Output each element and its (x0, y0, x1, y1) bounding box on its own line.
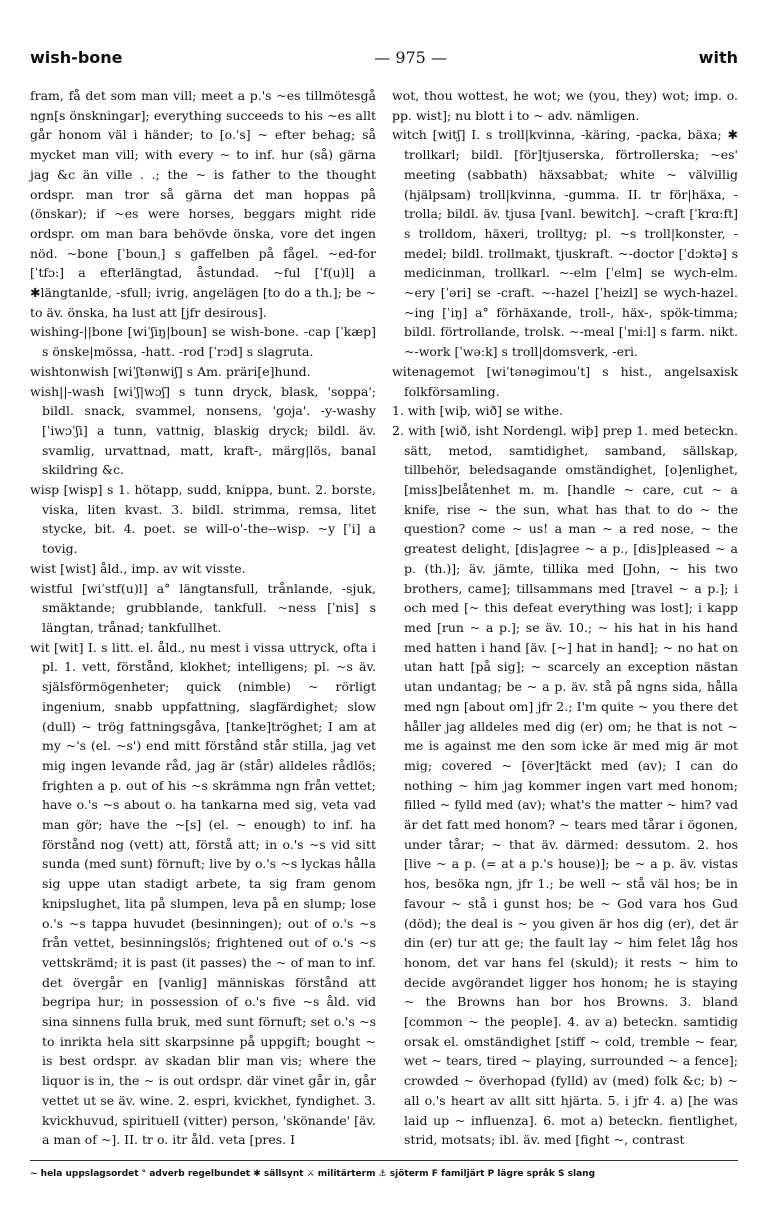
entry-paragraph: wish||-wash [wiˈʃ|wɔʃ] s tunn dryck, blask, 'soppa'; bildl. snack, svammel, nonsens, 'goja'. -y-washy [ˈiwɔˈʃi] a tunn, vattnig, blaskig dryck; bildl. äv. svamlig, urvattnad, matt, kraft-, märg|lös, banal skildring &c. (30, 383, 376, 478)
entry-paragraph: wit [wit] I. s litt. el. åld., nu mest i vissa uttryck, ofta i pl. 1. vett, förstånd, klokhet; intelligens; pl. ~s äv. själsförmögenheter; quick (nimble) ~ rörligt ingenium, snabb uppfattning, slagfärdighet; slow (dull) ~ trög fattningsgåva, [tanke]tröghet; I am at my ~'s (el. ~s') end mitt förstånd står stilla, jag vet mig ingen levande råd, jag är (står) alldeles rådlös; frighten a p. out of his ~s skrämma ngn från vettet; have o.'s ~s about o. ha tankarna med sig, veta vad man gör; have the ~[s] (el. ~ enough) to inf. ha förstånd nog (vett) att, förstå att; in o.'s ~s vid sitt sunda (med sunt) förnuft; live by o.'s ~s lyckas hålla sig uppe utan stadigt arbete, ta sig fram genom knipslughet, lita på slumpen, leva på en slump; lose o.'s ~s tappa huvudet (besinningen); out of o.'s ~s från vettet, besinningslös; frightened out of o.'s ~s vettskrämd; it is past (it passes) the ~ of man to inf. det övergår en [vanlig] människas förstånd att begripa hur; in possession of o.'s five ~s åld. vid sina sinnens fulla bruk, med sunt förnuft; set o.'s ~s to inrikta hela sitt skarpsinne på uppgift; bought ~ is best ordspr. av skadan blir man vis; where the liquor is in, the ~ is out ordspr. där vinet går in, går vettet ut se äv. wine. 2. espri, kvickhet, fyndighet. 3. kvickhuvud, spirituell (vitter) person, 'skönande' [äv. a man of ~]. II. tr o. itr åld. veta [pres. I (30, 639, 376, 1148)
right-guide-word: with (698, 48, 738, 67)
dictionary-columns (30, 86, 738, 1148)
entry-paragraph: witenagemot [wiˈtənəgimouˈt] s hist., angelsaxisk folkförsamling. (392, 363, 738, 399)
page-number: — 975 — (374, 48, 447, 67)
entry-paragraph: wistful [wiˈstf(u)l] a° längtansfull, trånlande, -sjuk, smäktande; grubblande, tankfull. ~ness [ˈnis] s längtan, trånad; tankfullhet. (30, 580, 376, 635)
entry-paragraph: 1. with [wiþ, wið] se withe. (392, 403, 563, 419)
right-column (392, 86, 738, 1148)
entry-paragraph: wot, thou wottest, he wot; we (you, they) wot; imp. o. pp. wist]; nu blott i to ~ adv. nämligen. (392, 88, 738, 123)
entry-paragraph: witch [witʃ] I. s troll|kvinna, -käring, -packa, bäxa; ✱ trollkarl; bildl. [för]tjuserska, förtrollerska; ~es' meeting (sabbath) häxsabbat; white ~ välvillig (hjälpsam) troll|kvinna, -gumma. II. tr för|häxa, -trolla; bildl. äv. tjusa [vanl. bewitch]. ~craft [ˈkrɑ:ft] s trolldom, häxeri, trolltyg; pl. ~s troll|konster, -medel; bildl. trollmakt, tjuskraft. ~-doctor [ˈdɔktə] s medicinman, trollkarl. ~-elm [ˈelm] se wych-elm. ~ery [ˈəri] se -craft. ~-hazel [ˈheizl] se wych-hazel. ~ing [ˈiŋ] a° förhäxande, troll-, häx-, spök-timma; bildl. förtrollande, trolsk. ~-meal [ˈmi:l] s farm. nikt. ~-work [ˈwə:k] s troll|domsverk, -eri. (392, 127, 738, 360)
left-guide-word: wish-bone (30, 48, 123, 67)
left-column (30, 86, 376, 1148)
entry-paragraph: 2. with [wið, isht Nordengl. wiþ] prep 1. med beteckn. sätt, metod, samtidighet, samband, sällskap, tillbehör, beledsagande omständighet, [o]enlighet, [miss]belåtenhet m. m. [handle ~ care, cut ~ a knife, rise ~ the sun, what has that to do ~ the question? come ~ us! a man ~ a red nose, ~ the greatest delight, [dis]agree ~ a p., [dis]pleased ~ a p. (th.)]; äv. jämte, tillika med [John, ~ his two brothers, came]; tillsammans med [travel ~ a p.]; i och med [~ this defeat everything was lost]; i kapp med [run ~ a p.]; se äv. 10.; ~ his hat in his hand med hatten i hand [äv. [~] hat in hand]; ~ no hat on utan hatt [på sig]; ~ scarcely an exception nästan utan undantag; be ~ a p. äv. stå på ngns sida, hålla med ngn [about om] jfr 2.; I'm quite ~ you there det håller jag alldeles med dig (er) om; he that is not ~ me is against me den som icke är med mig är mot mig; covered ~ [över]täckt med (av); I can do nothing ~ him jag kommer ingen vart med honom; filled ~ fylld med (av); what's the matter ~ him? vad är det fatt med honom? ~ tears med tårar i ögonen, under tårar; ~ that äv. därmed: dessutom. 2. hos [live ~ a p. (= at a p.'s house)]; be ~ a p. äv. vistas hos, besöka ngn, jfr 1.; be well ~ stå väl hos; be in favour ~ stå i gunst hos; be ~ God vara hos Gud (död); the deal is ~ you given är hos dig (er), det är din (er) tur att ge; the fault lay ~ him felet låg hos honom, det var hans fel (skuld); it rests ~ him to decide avgörandet ligger hos honom; he is staying ~ the Browns han bor hos Browns. 3. bland [common ~ the people]. 4. av a) beteckn. samtidig orsak el. omständighet [stiff ~ cold, tremble ~ fear, wet ~ tears, tired ~ playing, surrounded ~ a fence]; crowded ~ överhopad (fylld) av (med) folk &c; b) ~ all o.'s heart av allt sitt hjärta. 5. i jfr 4. a) [he was laid up ~ influenza]. 6. mot a) beteckn. fientlighet, strid, motsats; ibl. äv. med [fight ~, contrast (392, 422, 738, 1148)
page-header (30, 48, 738, 74)
entry-paragraph: wist [wist] åld., imp. av wit visste. (30, 560, 246, 576)
entry-paragraph: wisp [wisp] s 1. hötapp, sudd, knippa, bunt. 2. borste, viska, liten kvast. 3. bildl. strimma, remsa, litet stycke, bit. 4. poet. se will-o'-the--wisp. ~y [ˈi] a tovig. (30, 482, 376, 557)
entry-paragraph: wishing-||bone [wiˈʃiŋ|boun] se wish-bone. -cap [ˈkæp] s önske|mössa, -hatt. -rod [ˈrɔd] s slagruta. (30, 324, 376, 360)
entry-paragraph: fram, få det som man vill; meet a p.'s ~es tillmötesgå ngn[s önskningar]; everything succeeds to his ~es allt går honom väl i händer; to [o.'s] ~ efter behag; så mycket man vill; with every ~ to inf. hur (så) gärna jag &c än ville . .; the ~ is father to the thought ordspr. man tror så gärna det man hoppas på (önskar); if ~es were horses, beggars might ride ordspr. om man bara behövde önska, vore det ingen nöd. ~bone [ˈbounˌ] s gaffelben på fågel. ~ed-for [ˈtfɔ:] a efterlängtad, åstundad. ~ful [ˈf(u)l] a ✱längtanlde, -sfull; ivrig, angelägen [to do a th.]; be ~ to äv. önska, ha lust att [jfr desirous]. (30, 88, 376, 320)
abbreviation-legend: ~ hela uppslagsordet ° adverb regelbundet ✱ sällsynt ⚔ militärterm ⚓ sjöterm F familjärt P lägre språk S slang (30, 1160, 738, 1189)
entry-paragraph: wishtonwish [wiˈʃtənwiʃ] s Am. präri[e]hund. (30, 363, 311, 379)
